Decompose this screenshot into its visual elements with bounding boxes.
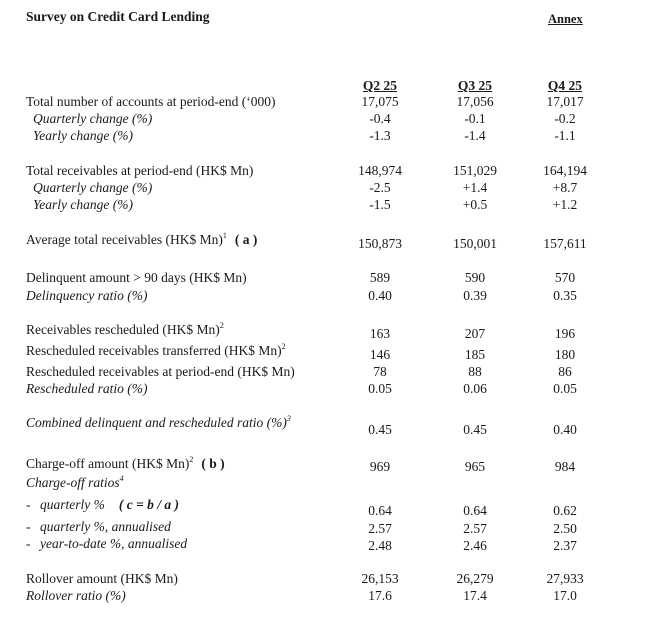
value-q3: 26,279 — [456, 571, 494, 586]
column-header-q4-25: Q4 25 — [547, 78, 583, 93]
value-q3: 2.46 — [463, 538, 487, 553]
value-q3: 965 — [464, 459, 486, 474]
footnote-ref: 2 — [219, 321, 224, 330]
value-q3: 590 — [464, 270, 486, 285]
value-q2: 150,873 — [358, 236, 402, 251]
value-q3: 150,001 — [453, 236, 497, 251]
value-q4: 0.05 — [553, 381, 577, 396]
row-label: Yearly change (%) — [33, 197, 133, 212]
value-q4: 2.50 — [553, 521, 577, 536]
value-q4: 157,611 — [543, 236, 587, 251]
value-q3: 207 — [464, 326, 486, 341]
value-q4: 180 — [554, 347, 576, 362]
row-label: Charge-off ratios$^4$ — [26, 474, 124, 490]
footnote-ref: 1 — [222, 231, 227, 240]
table-row-average-receivables — [0, 232, 650, 249]
page-title: Survey on Credit Card Lending — [26, 9, 210, 24]
value-q3: +0.5 — [462, 197, 488, 212]
value-q2: 148,974 — [358, 163, 402, 178]
table-row-rescheduled-ratio — [0, 381, 650, 398]
value-q3: 17.4 — [463, 588, 487, 603]
value-q2: 0.45 — [368, 422, 392, 437]
value-q2: -2.5 — [369, 180, 391, 195]
table-row-combined-ratio — [0, 414, 650, 437]
value-q2: -1.5 — [369, 197, 391, 212]
row-label: Rollover ratio (%) — [26, 588, 126, 603]
value-q2: 17,075 — [361, 94, 399, 109]
table-row-rollover-amount — [0, 571, 650, 588]
value-q3: 0.45 — [463, 422, 487, 437]
row-label: Rescheduled receivables at period-end (HK$ Mn) — [26, 364, 295, 379]
row-label: Delinquent amount > 90 days (HK$ Mn) — [26, 270, 247, 285]
value-q4: 196 — [554, 326, 576, 341]
row-label: Charge-off amount (HK$ Mn)$^2$ ( b ) — [26, 455, 225, 471]
value-q4: -0.2 — [554, 111, 576, 126]
value-q3: 0.39 — [463, 288, 487, 303]
annex-label: Annex — [548, 12, 583, 26]
value-q4: -1.1 — [554, 128, 576, 143]
value-q3: 88 — [468, 364, 482, 379]
value-q4: 984 — [554, 459, 576, 474]
value-q4: 0.35 — [553, 288, 577, 303]
value-q3: -0.1 — [464, 111, 486, 126]
row-label: Average total receivables (HK$ Mn)$^1$ ( a ) — [26, 231, 258, 247]
value-q2: -1.3 — [369, 128, 391, 143]
value-q3: 0.06 — [463, 381, 487, 396]
value-q2: 163 — [369, 326, 391, 341]
footnote-ref: 2 — [281, 342, 286, 351]
value-q2: 17.6 — [368, 588, 392, 603]
table-row-receivables — [0, 163, 650, 180]
value-q3: -1.4 — [464, 128, 486, 143]
table-row-charge-off-ratios — [0, 475, 650, 492]
table-row-accounts-quarterly-change — [0, 111, 650, 128]
value-q4: 17.0 — [553, 588, 577, 603]
value-q2: 0.64 — [368, 503, 392, 518]
formula-marker: ( a ) — [234, 232, 258, 247]
column-header-q2-25: Q2 25 — [362, 78, 398, 93]
table-row-delinquency-ratio — [0, 288, 650, 305]
row-label: Delinquency ratio (%) — [26, 288, 148, 303]
value-q2: -0.4 — [369, 111, 391, 126]
value-q3: 2.57 — [463, 521, 487, 536]
row-label: Combined delinquent and rescheduled ratio (%)$^3$ — [26, 414, 291, 430]
row-label: - year-to-date %, annualised — [26, 536, 188, 551]
value-q4: 17,017 — [546, 94, 584, 109]
value-q2: 969 — [369, 459, 391, 474]
value-q3: 0.64 — [463, 503, 487, 518]
value-q3: 185 — [464, 347, 486, 362]
value-q4: 0.40 — [553, 422, 577, 437]
formula-marker: ( c = b / a ) — [118, 497, 180, 512]
footnote-ref: 3 — [286, 414, 291, 423]
row-label: - quarterly % ( c = b / a ) — [26, 497, 180, 512]
value-q3: +1.4 — [462, 180, 488, 195]
value-q2: 2.57 — [368, 521, 392, 536]
row-label: Quarterly change (%) — [33, 180, 153, 195]
table-row-receivables-yearly-change — [0, 197, 650, 214]
value-q4: 86 — [558, 364, 572, 379]
value-q2: 0.05 — [368, 381, 392, 396]
row-label: Quarterly change (%) — [33, 111, 153, 126]
value-q2: 78 — [373, 364, 387, 379]
value-q2: 146 — [369, 347, 391, 362]
value-q4: +8.7 — [552, 180, 578, 195]
value-q4: +1.2 — [552, 197, 578, 212]
value-q2: 2.48 — [368, 538, 392, 553]
value-q3: 151,029 — [453, 163, 497, 178]
table-row-charge-off-amount — [0, 456, 650, 473]
row-label: Receivables rescheduled (HK$ Mn)$^2$ — [26, 321, 224, 337]
value-q4: 164,194 — [543, 163, 587, 178]
row-label: Rollover amount (HK$ Mn) — [26, 571, 178, 586]
table-row-rescheduled-transferred — [0, 343, 650, 360]
table-row-receivables-quarterly-change — [0, 180, 650, 197]
row-label: - quarterly %, annualised — [26, 519, 171, 534]
row-label: Rescheduled ratio (%) — [26, 381, 148, 396]
row-label: Total number of accounts at period-end (‘000) — [26, 94, 276, 109]
table-row-delinquent-amount — [0, 270, 650, 287]
table-row-accounts — [0, 94, 650, 111]
value-q2: 0.40 — [368, 288, 392, 303]
row-label: Yearly change (%) — [33, 128, 133, 143]
value-q2: 26,153 — [361, 571, 399, 586]
table-row-charge-off-quarterly-annualised — [0, 519, 650, 536]
value-q4: 0.62 — [553, 503, 577, 518]
value-q4: 27,933 — [546, 571, 584, 586]
value-q3: 17,056 — [456, 94, 494, 109]
table-row-charge-off-quarterly — [0, 497, 650, 518]
footnote-ref: 2 — [189, 455, 194, 464]
value-q4: 2.37 — [553, 538, 577, 553]
table-row-rollover-ratio — [0, 588, 650, 605]
value-q2: 589 — [369, 270, 391, 285]
row-label: Total receivables at period-end (HK$ Mn) — [26, 163, 254, 178]
footnote-ref: 4 — [119, 474, 124, 483]
table-row-charge-off-ytd-annualised — [0, 536, 650, 553]
value-q4: 570 — [554, 270, 576, 285]
column-header-q3-25: Q3 25 — [457, 78, 493, 93]
table-row-accounts-yearly-change — [0, 128, 650, 145]
table-row-rescheduled-period-end — [0, 364, 650, 381]
formula-marker: ( b ) — [201, 456, 225, 471]
table-row-receivables-rescheduled — [0, 322, 650, 339]
row-label: Rescheduled receivables transferred (HK$ Mn)$^2$ — [26, 342, 286, 358]
